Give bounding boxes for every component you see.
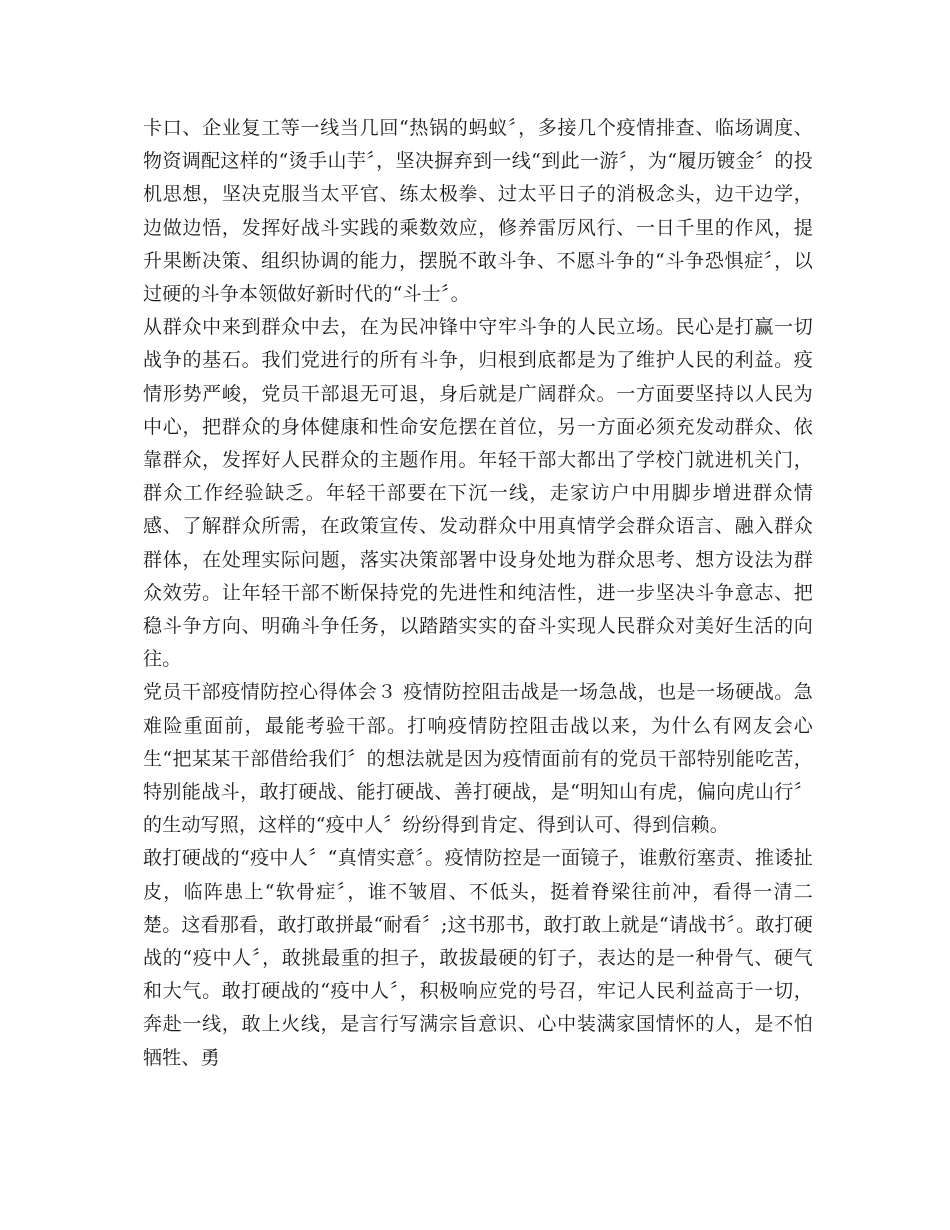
document-body	[143, 112, 813, 1075]
paragraph-4: 敢打硬战的“疫中人〞“真情实意〞。疫情防控是一面镜子，谁敷衍塞责、推诿扯皮，临阵患上“软骨症〞，谁不皱眉、不低头，挺着脊梁往前冲，看得一清二楚。这看那看，敢打敢拼最“耐看〞;这书那书，敢打敢上就是“请战书〞。敢打硬战的“疫中人〞，敢挑最重的担子，敢拔最硬的钉子，表达的是一种骨气、硬气和大气。敢打硬战的“疫中人〞，积极响应党的号召，牢记人民利益高于一切，奔赴一线，敢上火线，是言行写满宗旨意识、心中装满家国情怀的人，是不怕牺牲、勇	[143, 847, 813, 1069]
paragraph-3: 党员干部疫情防控心得体会３ 疫情防控阻击战是一场急战，也是一场硬战。急难险重面前，最能考验干部。打响疫情防控阻击战以来，为什么有网友会心生“把某某干部借给我们〞的想法就是因为疫情面前有的党员干部特别能吃苦，特别能战斗，敢打硬战、能打硬战、善打硬战，是“明知山有虎，偏向虎山行〞的生动写照，这样的“疫中人〞纷纷得到肯定、得到认可、得到信赖。	[143, 681, 813, 837]
paragraph-2: 从群众中来到群众中去，在为民冲锋中守牢斗争的人民立场。民心是打赢一切战争的基石。我们党进行的所有斗争，归根到底都是为了维护人民的利益。疫情形势严峻，党员干部退无可退，身后就是广阔群众。一方面要坚持以人民为中心，把群众的身体健康和性命安危摆在首位，另一方面必须充发动群众、依靠群众，发挥好人民群众的主题作用。年轻干部大都出了学校门就进机关门，群众工作经验缺乏。年轻干部要在下沉一线，走家访户中用脚步增进群众情感、了解群众所需，在政策宣传、发动群众中用真情学会群众语言、融入群众群体，在处理实际问题，落实决策部署中设身处地为群众思考、想方设法为群众效劳。让年轻干部不断保持党的先进性和纯洁性，进一步坚决斗争意志、把稳斗争方向、明确斗争任务，以踏踏实实的奋斗实现人民群众对美好生活的向往。	[143, 316, 813, 671]
paragraph-1: 卡口、企业复工等一线当几回“热锅的蚂蚁〞，多接几个疫情排查、临场调度、物资调配这样的“烫手山芋〞，坚决摒弃到一线“到此一游〞，为“履历镀金〞的投机思想，坚决克服当太平官、练太极拳、过太平日子的消极念头，边干边学，边做边悟，发挥好战斗实践的乘数效应，修养雷厉风行、一日千里的作风，提升果断决策、组织协调的能力，摆脱不敢斗争、不愿斗争的“斗争恐惧症〞，以过硬的斗争本领做好新时代的“斗士〞。	[143, 117, 813, 306]
